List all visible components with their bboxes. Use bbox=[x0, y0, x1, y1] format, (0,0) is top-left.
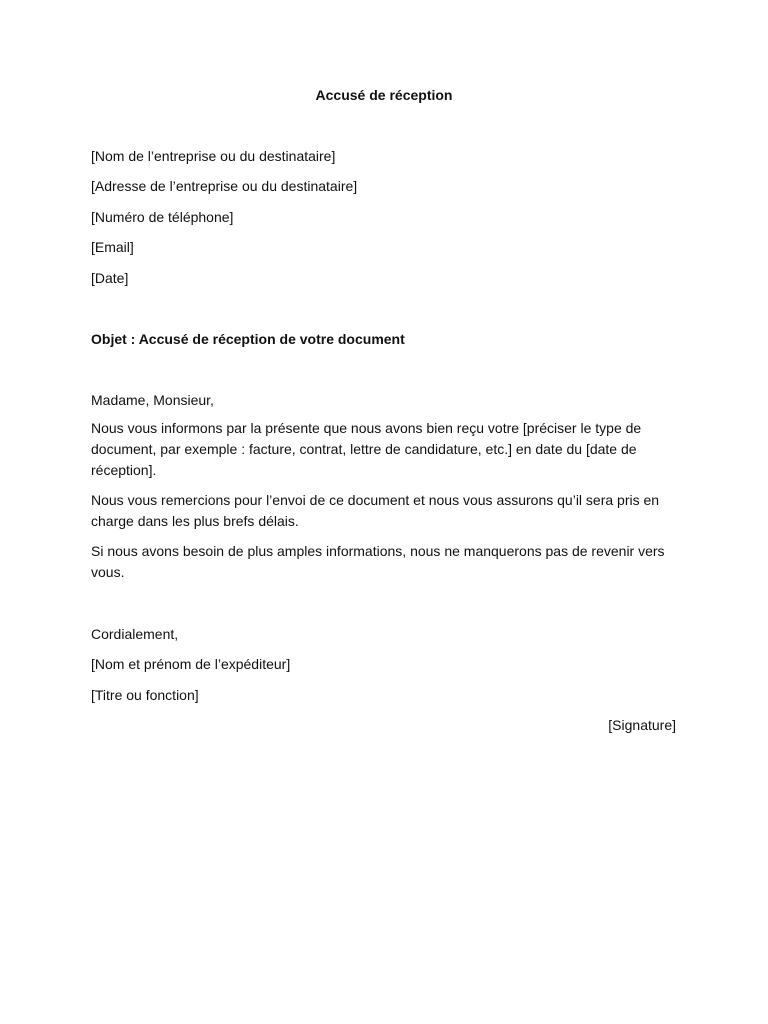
recipient-address: [Adresse de l’entreprise ou du destinataire] bbox=[91, 178, 358, 194]
recipient-company: [Nom de l’entreprise ou du destinataire] bbox=[91, 148, 336, 164]
body-paragraph-2: Nous vous remercions pour l’envoi de ce document et nous vous assurons qu’il sera pris en charge dans les plus brefs délais. bbox=[91, 492, 660, 529]
document-title: Accusé de réception bbox=[315, 87, 453, 103]
closing: Cordialement, bbox=[91, 626, 179, 642]
recipient-email: [Email] bbox=[91, 239, 134, 255]
recipient-date: [Date] bbox=[91, 270, 129, 286]
signature-placeholder: [Signature] bbox=[608, 717, 676, 733]
body-paragraph-1: Nous vous informons par la présente que nous avons bien reçu votre [préciser le type de document, par exemple : facture, contrat, lettre de candidature, etc.] en date du [date de réception]. bbox=[91, 420, 642, 478]
sender-name: [Nom et prénom de l’expéditeur] bbox=[91, 656, 291, 672]
recipient-phone: [Numéro de téléphone] bbox=[91, 209, 234, 225]
subject-line: Objet : Accusé de réception de votre document bbox=[91, 331, 405, 347]
salutation: Madame, Monsieur, bbox=[91, 392, 214, 408]
sender-title: [Titre ou fonction] bbox=[91, 687, 199, 703]
body-paragraph-3: Si nous avons besoin de plus amples informations, nous ne manquerons pas de revenir vers vous. bbox=[91, 543, 665, 580]
